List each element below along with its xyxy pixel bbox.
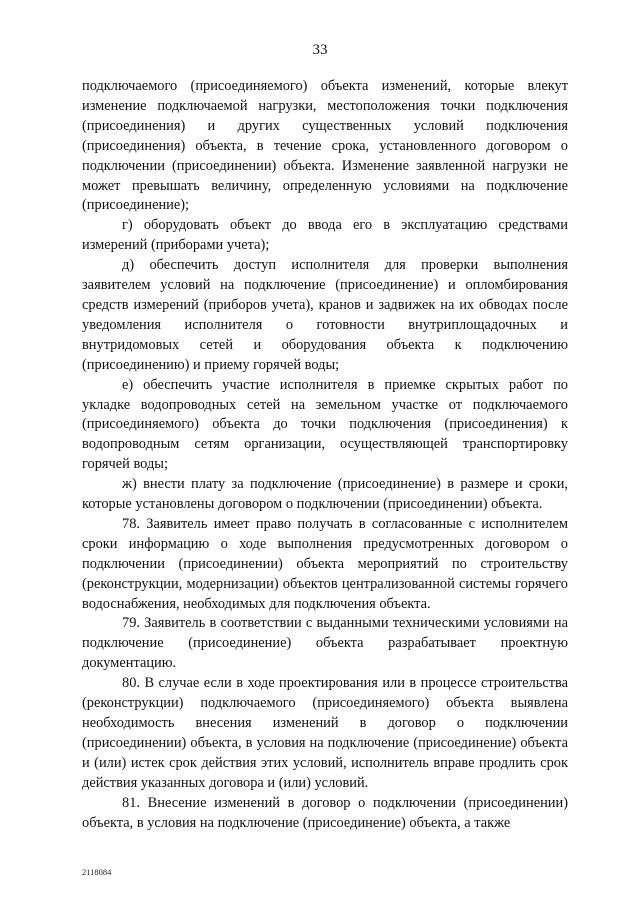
paragraph-80: 80. В случае если в ходе проектирования или в процессе строительства (реконструкции) подключаемого (присоединяемого) объекта выявлена необходимость внесения изменений в договор о подключении (присоединении) объекта, в условия на подключение (присоединение) объекта и (или) истек срок действия этих условий, исполнитель вправе продлить срок действия указанных договора и (или) условий. (82, 675, 568, 791)
paragraph-continuation: подключаемого (присоединяемого) объекта изменений, которые влекут изменение подключаемой нагрузки, местоположения точки подключения (присоединения) и других существенных условий подключения (присоединения) объекта, в течение срока, установленного договором о подключении (присоединении) объекта. Изменение заявленной нагрузки не может превышать величину, определенную условиями на подключение (присоединение); (82, 78, 568, 214)
page-number: 33 (312, 42, 328, 58)
paragraph-item-d: д) обеспечить доступ исполнителя для проверки выполнения заявителем условий на подключение (присоединение) и опломбирования средств измерений (приборов учета), кранов и задвижек на их обводах после уведомления исполнителя о готовности внутриплощадочных и внутридомовых сетей и оборудования объекта к подключению (присоединению) и приему горячей воды; (82, 257, 568, 373)
paragraph-79: 79. Заявитель в соответствии с выданными техническими условиями на подключение (присоединение) объекта разрабатывает проектную документацию. (82, 615, 568, 672)
paragraph-item-e: е) обеспечить участие исполнителя в приемке скрытых работ по укладке водопроводных сетей на земельном участке от подключаемого (присоединяемого) объекта до точки подключения (присоединения) к водопроводным сетям организации, осуществляющей транспортировку горячей воды; (82, 376, 568, 473)
paragraph-item-g: г) оборудовать объект до ввода его в эксплуатацию средствами измерений (приборами учета); (82, 217, 568, 254)
paragraph-81: 81. Внесение изменений в договор о подключении (присоединении) объекта, в условия на подключение (присоединение) объекта, а также (82, 794, 568, 831)
body-text (82, 77, 568, 833)
paragraph-78: 78. Заявитель имеет право получать в согласованные с исполнителем сроки информацию о ходе выполнения предусмотренных договором о подключении (присоединении) объекта мероприятий по строительству (реконструкции, модернизации) объектов централизованной системы горячего водоснабжения, необходимых для подключения объекта. (82, 515, 568, 612)
paragraph-item-zh: ж) внести плату за подключение (присоединение) в размере и сроки, которые установлены договором о подключении (присоединении) объекта. (82, 476, 568, 513)
document-code: 2118084 (82, 867, 112, 877)
